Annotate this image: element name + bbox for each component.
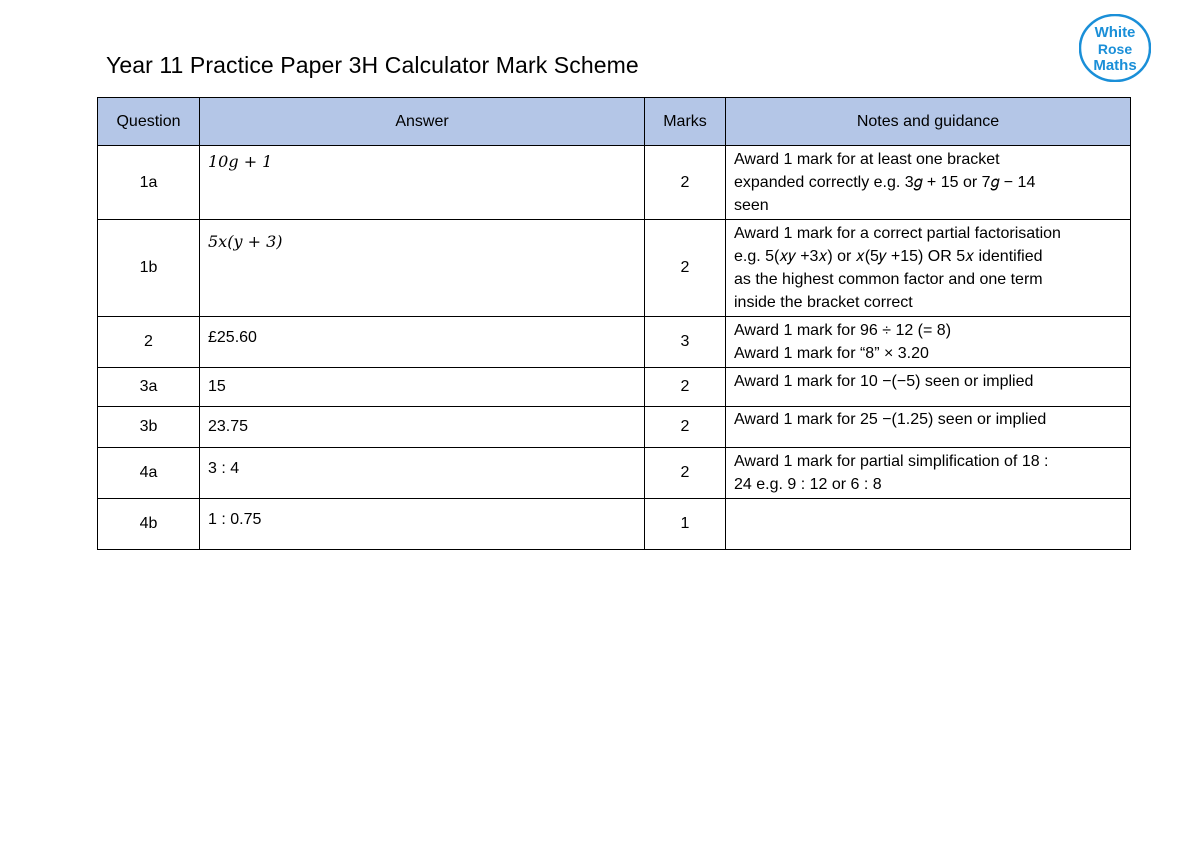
question-cell: 1a — [98, 146, 200, 220]
marks-cell: 1 — [645, 499, 726, 550]
notes-cell — [726, 317, 1131, 368]
question-cell: 3a — [98, 368, 200, 407]
marks-cell: 2 — [645, 407, 726, 448]
white-rose-maths-logo — [1079, 14, 1151, 82]
notes-cell — [726, 448, 1131, 499]
answer-cell — [200, 407, 645, 448]
note-line: expanded correctly e.g. 3𝑔 + 15 or 7𝑔 − 14 — [734, 174, 1036, 191]
note-line: Award 1 mark for 96 ÷ 12 (= 8) — [734, 322, 952, 339]
answer-text: 10𝑔 + 1 — [208, 152, 273, 171]
answer-cell — [200, 499, 645, 550]
answer-text: 5𝑥(𝑦 + 3) — [208, 232, 283, 251]
table-header-row — [98, 98, 1131, 146]
note-line: Award 1 mark for “8” × 3.20 — [734, 345, 929, 362]
marks-cell: 2 — [645, 220, 726, 317]
question-cell: 3b — [98, 407, 200, 448]
marks-cell: 3 — [645, 317, 726, 368]
notes-cell — [726, 368, 1131, 407]
answer-text: £25.60 — [208, 329, 257, 346]
note-line: seen — [734, 197, 769, 214]
table-row — [98, 448, 1131, 499]
table-row — [98, 317, 1131, 368]
note-line: as the highest common factor and one term — [734, 271, 1043, 288]
answer-cell — [200, 317, 645, 368]
note-line: Award 1 mark for a correct partial factorisation — [734, 225, 1061, 242]
table-row — [98, 220, 1131, 317]
answer-text: 15 — [208, 378, 226, 395]
notes-cell — [726, 499, 1131, 550]
question-cell: 4b — [98, 499, 200, 550]
answer-text: 1 : 0.75 — [208, 511, 262, 528]
logo-text-rose: Rose — [1097, 41, 1133, 57]
table-row — [98, 407, 1131, 448]
question-cell: 4a — [98, 448, 200, 499]
note-line: 24 e.g. 9 : 12 or 6 : 8 — [734, 476, 882, 493]
answer-cell — [200, 220, 645, 317]
page-title: Year 11 Practice Paper 3H Calculator Mark Scheme — [106, 52, 639, 78]
question-cell: 1b — [98, 220, 200, 317]
answer-cell — [200, 146, 645, 220]
note-line: Award 1 mark for partial simplification of 18 : — [734, 453, 1049, 470]
marks-cell: 2 — [645, 368, 726, 407]
notes-cell — [726, 146, 1131, 220]
note-line: Award 1 mark for 25 −(1.25) seen or implied — [734, 411, 1047, 428]
answer-text: 3 : 4 — [208, 460, 240, 477]
logo-text-white: White — [1094, 24, 1136, 41]
note-line: Award 1 mark for at least one bracket — [734, 151, 1000, 168]
note-line: Award 1 mark for 10 −(−5) seen or implied — [734, 373, 1034, 390]
mark-scheme-table — [97, 97, 1131, 550]
notes-cell — [726, 407, 1131, 448]
question-cell: 2 — [98, 317, 200, 368]
marks-cell: 2 — [645, 146, 726, 220]
column-header-marks: Marks — [645, 98, 726, 146]
notes-cell — [726, 220, 1131, 317]
note-line: inside the bracket correct — [734, 294, 913, 311]
table-row — [98, 368, 1131, 407]
column-header-question: Question — [98, 98, 200, 146]
column-header-answer: Answer — [200, 98, 645, 146]
logo-text-maths: Maths — [1093, 57, 1137, 74]
column-header-notes: Notes and guidance — [726, 98, 1131, 146]
marks-cell: 2 — [645, 448, 726, 499]
table-row — [98, 499, 1131, 550]
answer-cell — [200, 448, 645, 499]
table-row — [98, 146, 1131, 220]
answer-text: 23.75 — [208, 418, 249, 435]
answer-cell — [200, 368, 645, 407]
note-line: e.g. 5(𝑥𝑦 +3𝑥) or 𝑥(5𝑦 +15) OR 5𝑥 identified — [734, 248, 1043, 265]
